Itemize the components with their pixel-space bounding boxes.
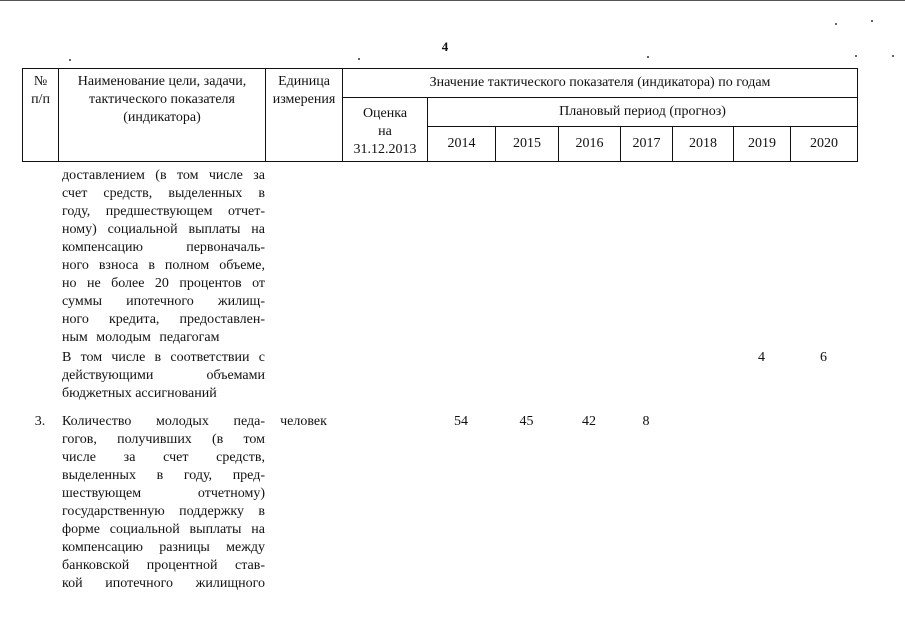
indicator-name-line: Количество молодых педа- — [62, 414, 265, 429]
header-unit-cell — [266, 69, 343, 162]
indicator-name-line: ному) социальной выплаты на — [62, 222, 265, 237]
header-name-line: тактического показателя — [89, 92, 235, 107]
header-number-cell — [23, 69, 59, 162]
header-year-2014: 2014 — [428, 127, 496, 162]
scan-speck — [358, 58, 360, 60]
value-2017: 8 — [642, 414, 650, 429]
indicator-name-line: счет средств, выделенных в — [62, 186, 265, 201]
header-year-2020: 2020 — [791, 127, 858, 162]
header-estimate-line: на — [378, 123, 392, 139]
header-number-line: № — [33, 74, 48, 89]
value-2020: 6 — [820, 350, 827, 365]
header-year-2015: 2015 — [496, 127, 559, 162]
indicator-name-line: В том числе в соответствии с — [62, 350, 265, 365]
indicator-name-line: компенсацию первоначаль- — [62, 240, 265, 255]
header-unit-line: Единица — [278, 74, 330, 89]
indicator-name-line: банковской процентной став- — [62, 558, 265, 573]
indicator-name-line: ного кредита, предоставлен- — [62, 312, 265, 327]
header-values-group: Значение тактического показателя (индикатора) по годам — [343, 69, 858, 98]
indicator-name-line: шествующем отчетному) — [62, 486, 265, 501]
indicator-name-line: кой ипотечного жилищного — [62, 576, 265, 591]
scan-speck — [855, 55, 857, 57]
header-unit-line: измерения — [272, 92, 336, 107]
header-estimate-line: 31.12.2013 — [353, 141, 417, 157]
header-name-line: (индикатора) — [123, 110, 201, 125]
header-year-2019: 2019 — [734, 127, 791, 162]
value-2014: 54 — [454, 414, 468, 429]
value-2015: 45 — [519, 414, 534, 429]
value-2016: 42 — [582, 414, 596, 429]
indicator-name-line: компенсацию разницы между — [62, 540, 265, 555]
indicator-name — [62, 413, 265, 593]
row-number: 3. — [34, 414, 46, 429]
header-year-2017: 2017 — [621, 127, 673, 162]
scan-speck — [69, 59, 71, 61]
indicator-name-line: бюджетных ассигнований — [62, 386, 217, 401]
indicator-name-line: гогов, получивших (в том — [62, 432, 265, 447]
header-estimate-cell — [343, 98, 428, 162]
indicator-name-line: ным молодым педагогам — [62, 330, 220, 345]
indicator-name-line: году, предшествующем отчет- — [62, 204, 265, 219]
header-number-line: п/п — [31, 92, 50, 107]
indicator-name-line: действующими объемами — [62, 368, 265, 383]
header-name-cell — [59, 69, 266, 162]
unit-value: человек — [280, 414, 327, 429]
scan-speck — [835, 23, 837, 25]
indicator-name-line: ного взноса в полном объеме, — [62, 258, 265, 273]
page-number: 4 — [441, 39, 449, 54]
table-header — [22, 68, 858, 162]
header-name-line: Наименование цели, задачи, — [77, 74, 247, 89]
header-estimate-line: Оценка — [362, 105, 408, 121]
header-planned-period: Плановый период (прогноз) — [428, 98, 858, 127]
scan-speck — [647, 56, 649, 58]
header-year-2018: 2018 — [673, 127, 734, 162]
scan-speck — [892, 55, 894, 57]
indicator-name-line: числе за счет средств, — [62, 450, 265, 465]
indicator-name — [62, 349, 265, 403]
indicator-name-line: государственную поддержку в — [62, 504, 265, 519]
indicator-name-line: форме социальной выплаты на — [62, 522, 265, 537]
indicator-name-line: суммы ипотечного жилищ- — [62, 294, 265, 309]
indicator-name — [62, 167, 265, 347]
scan-speck — [871, 20, 873, 22]
value-2019: 4 — [758, 350, 765, 365]
header-year-2016: 2016 — [559, 127, 621, 162]
indicator-name-line: выделенных в году, пред- — [62, 468, 265, 483]
indicator-name-line: но не более 20 процентов от — [62, 276, 265, 291]
indicator-name-line: доставлением (в том числе за — [62, 168, 265, 183]
